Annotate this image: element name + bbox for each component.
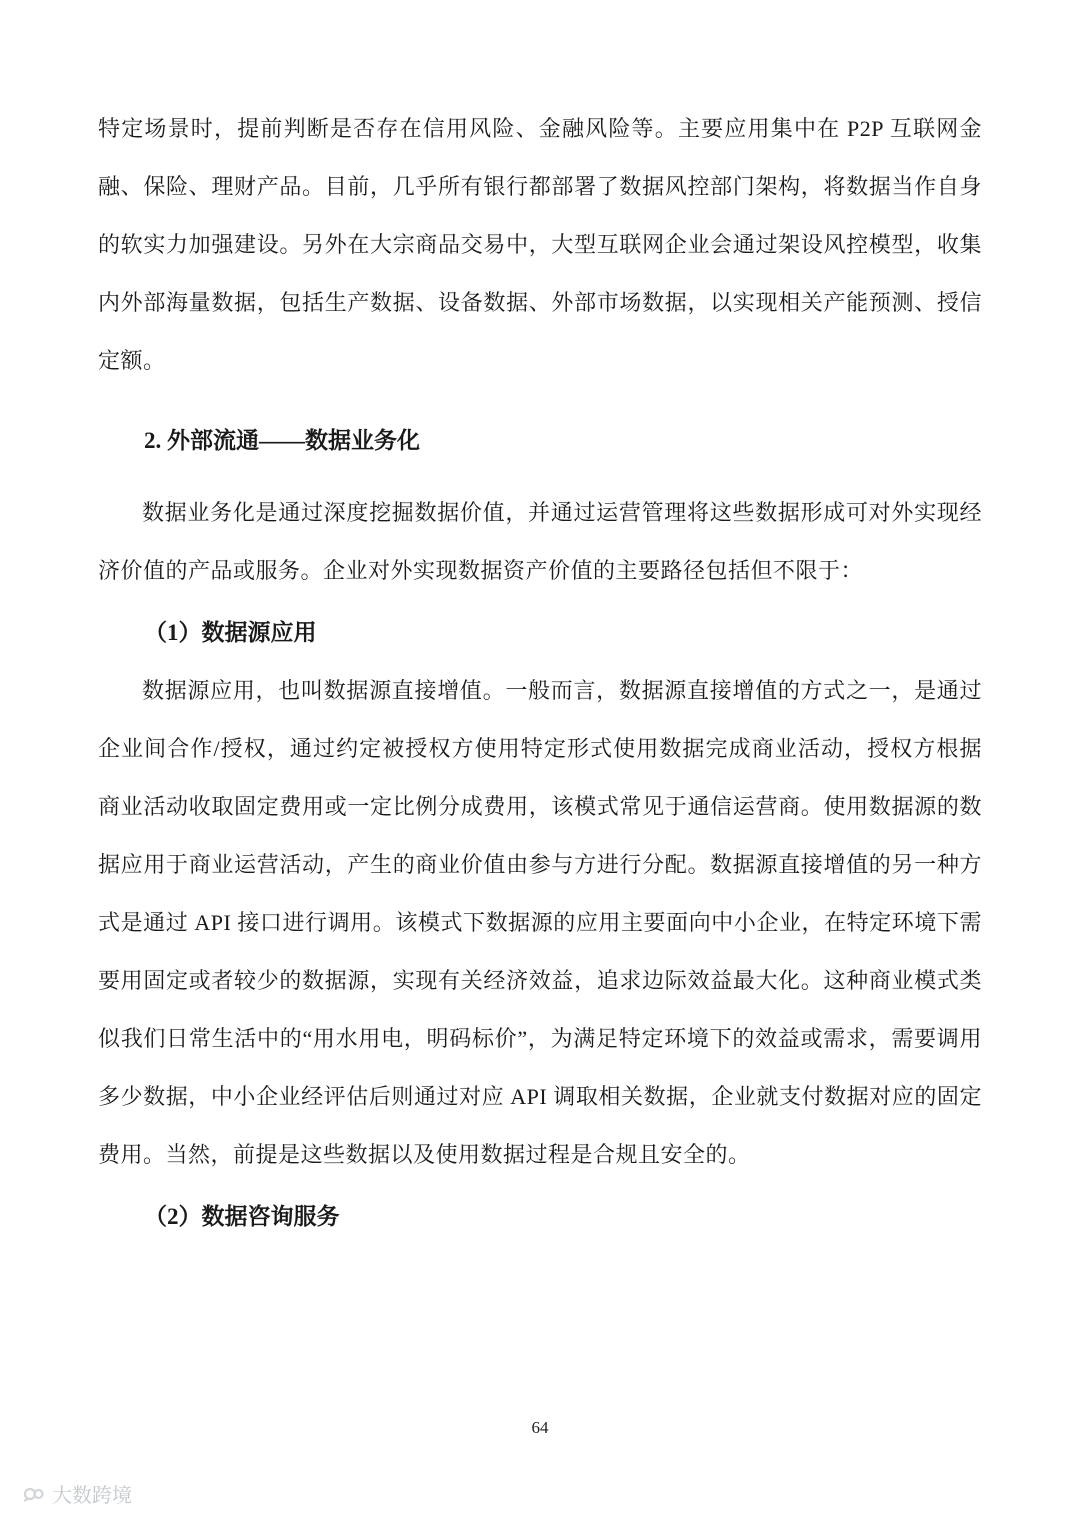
watermark-text: 大数跨境 [52,1485,132,1507]
paragraph-continuation: 特定场景时，提前判断是否存在信用风险、金融风险等。主要应用集中在 P2P 互联网金融、保险、理财产品。目前，几乎所有银行都部署了数据风控部门架构，将数据当作自身的软实力加强建设。另外在大宗商品交易中，大型互联网企业会通过架设风控模型，收集内外部海量数据，包括生产数据、设备数据、外部市场数据，以实现相关产能预测、授信定额。 [98,116,982,373]
subheading-data-source-application: （1）数据源应用 [144,620,317,645]
watermark-logo-icon [22,1482,46,1506]
subheading-data-consulting-service: （2）数据咨询服务 [144,1204,340,1229]
watermark [22,1479,132,1508]
section-heading-external-circulation: 2. 外部流通——数据业务化 [144,428,420,453]
page-number: 64 [531,1418,549,1437]
paragraph-data-source-application: 数据源应用，也叫数据源直接增值。一般而言，数据源直接增值的方式之一，是通过企业间合作/授权，通过约定被授权方使用特定形式使用数据完成商业活动，授权方根据商业活动收取固定费用或一定比例分成费用，该模式常见于通信运营商。使用数据源的数据应用于商业运营活动，产生的商业价值由参与方进行分配。数据源直接增值的另一种方式是通过 API 接口进行调用。该模式下数据源的应用主要面向中小企业，在特定环境下需要用固定或者较少的数据源，实现有关经济效益，追求边际效益最大化。这种商业模式类似我们日常生活中的“用水用电，明码标价”，为满足特定环境下的效益或需求，需要调用多少数据，中小企业经评估后则通过对应 API 调取相关数据，企业就支付数据对应的固定费用。当然，前提是这些数据以及使用数据过程是合规且安全的。 [98,678,982,1167]
paragraph-intro: 数据业务化是通过深度挖掘数据价值，并通过运营管理将这些数据形成可对外实现经济价值的产品或服务。企业对外实现数据资产价值的主要路径包括但不限于： [98,500,982,583]
